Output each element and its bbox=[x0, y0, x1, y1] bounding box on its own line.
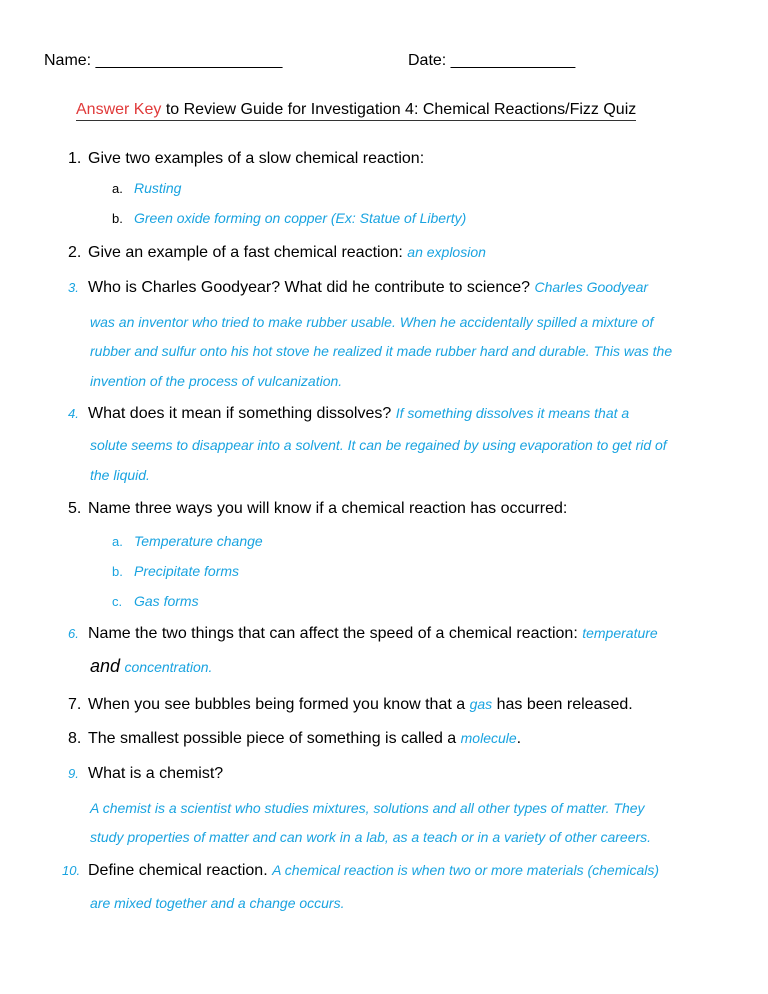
question-number: 3. bbox=[68, 280, 79, 295]
answer-text: Green oxide forming on copper (Ex: Statue of Liberty) bbox=[134, 210, 467, 226]
answer-3-line-4: invention of the process of vulcanization. bbox=[90, 373, 343, 389]
answer-4-line-3: the liquid. bbox=[90, 467, 150, 483]
question-number: 5. bbox=[68, 500, 82, 517]
question-number: 2. bbox=[68, 244, 82, 261]
question-number: 6. bbox=[68, 626, 79, 641]
answer-text: Temperature change bbox=[134, 533, 263, 549]
answer-text: Gas forms bbox=[134, 593, 199, 609]
question-2 bbox=[68, 244, 486, 262]
question-text: What does it mean if something dissolves? bbox=[88, 405, 392, 422]
question-7 bbox=[68, 696, 633, 714]
question-number: 1. bbox=[68, 150, 82, 167]
question-text: Give two examples of a slow chemical reaction: bbox=[88, 150, 425, 167]
answer-text: concentration. bbox=[124, 659, 213, 675]
answer-9-line-2: study properties of matter and can work in a lab, as a teach or in a variety of other careers. bbox=[90, 829, 652, 845]
question-text: When you see bubbles being formed you know that a bbox=[88, 696, 466, 713]
answer-text: If something dissolves it means that a bbox=[395, 405, 630, 421]
answer-text: an explosion bbox=[407, 244, 486, 260]
answer-10-line-2: are mixed together and a change occurs. bbox=[90, 895, 345, 911]
sub-letter: a. bbox=[112, 534, 123, 549]
question-10 bbox=[62, 862, 659, 880]
question-text: What is a chemist? bbox=[88, 765, 224, 782]
and-word: and bbox=[90, 656, 121, 676]
question-number: 4. bbox=[68, 406, 79, 421]
answer-text: Charles Goodyear bbox=[534, 279, 649, 295]
question-text: Who is Charles Goodyear? What did he contribute to science? bbox=[88, 279, 531, 296]
answer-text: molecule bbox=[460, 730, 517, 746]
answer-6-line-2 bbox=[90, 656, 212, 677]
question-text-end: . bbox=[516, 730, 522, 747]
question-9 bbox=[68, 765, 223, 783]
answer-3-line-2: was an inventor who tried to make rubber usable. When he accidentally spilled a mixture of bbox=[90, 314, 654, 330]
answer-5b bbox=[112, 563, 239, 581]
answer-9-line-1: A chemist is a scientist who studies mixtures, solutions and all other types of matter. They bbox=[90, 800, 645, 816]
name-line: Name: _____________________ bbox=[44, 52, 283, 69]
answer-key-label: Answer Key bbox=[76, 101, 162, 118]
answer-4-line-2: solute seems to disappear into a solvent. It can be regained by using evaporation to get rid of bbox=[90, 437, 667, 453]
question-text-end: has been released. bbox=[496, 696, 633, 713]
question-6 bbox=[68, 625, 658, 643]
answer-text: Rusting bbox=[134, 180, 182, 196]
title-text: to Review Guide for Investigation 4: Chemical Reactions/Fizz Quiz bbox=[161, 101, 637, 118]
question-3 bbox=[68, 279, 648, 297]
question-8 bbox=[68, 730, 521, 748]
sub-letter: c. bbox=[112, 594, 123, 609]
sub-letter: a. bbox=[112, 181, 123, 196]
answer-text: A chemical reaction is when two or more materials (chemicals) bbox=[272, 862, 660, 878]
question-text: Give an example of a fast chemical reaction: bbox=[88, 244, 403, 261]
question-number: 7. bbox=[68, 696, 82, 713]
question-1 bbox=[68, 150, 424, 168]
answer-5a bbox=[112, 533, 263, 551]
question-text: The smallest possible piece of something is called a bbox=[88, 730, 457, 747]
sub-letter: b. bbox=[112, 564, 123, 579]
question-number: 10. bbox=[62, 863, 81, 878]
question-text: Define chemical reaction. bbox=[88, 862, 268, 879]
question-text: Name three ways you will know if a chemical reaction has occurred: bbox=[88, 500, 568, 517]
question-number: 9. bbox=[68, 766, 79, 781]
answer-5c bbox=[112, 593, 199, 611]
answer-text: temperature bbox=[582, 625, 658, 641]
answer-1b bbox=[112, 210, 466, 228]
answer-3-line-3: rubber and sulfur onto his hot stove he realized it made rubber hard and durable. This was the bbox=[90, 343, 673, 359]
sub-letter: b. bbox=[112, 211, 123, 226]
date-line: Date: ______________ bbox=[408, 52, 576, 69]
question-text: Name the two things that can affect the speed of a chemical reaction: bbox=[88, 625, 578, 642]
question-5 bbox=[68, 500, 567, 518]
answer-1a bbox=[112, 180, 181, 198]
answer-text: Precipitate forms bbox=[134, 563, 240, 579]
answer-text: gas bbox=[469, 696, 493, 712]
question-number: 8. bbox=[68, 730, 82, 747]
page-title bbox=[76, 101, 636, 121]
question-4 bbox=[68, 405, 629, 423]
